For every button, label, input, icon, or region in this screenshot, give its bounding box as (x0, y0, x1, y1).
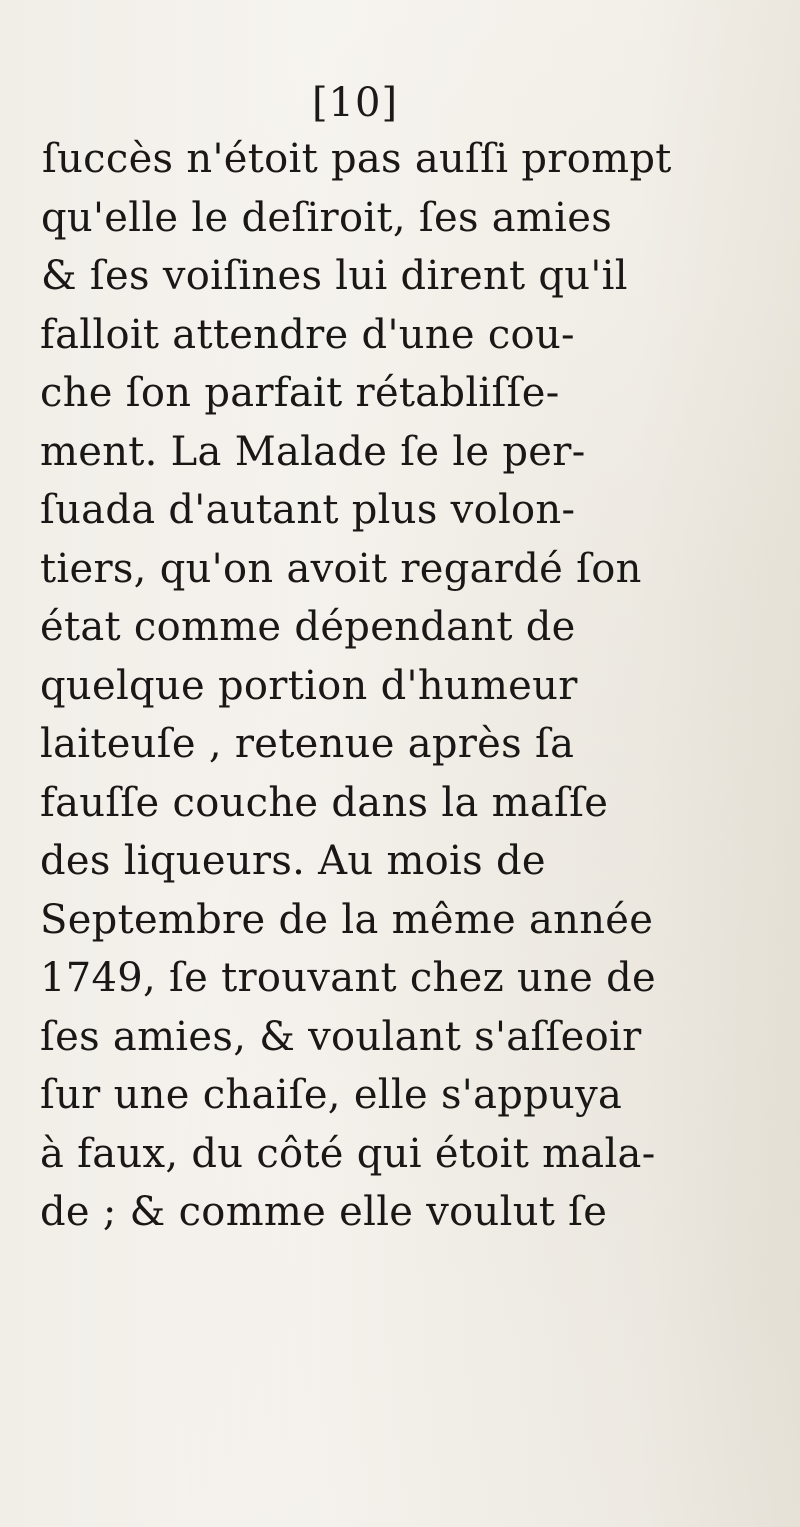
text-line: che ſon parfait rétabliſſe- (40, 370, 560, 416)
text-line: tiers, qu'on avoit regardé ſon (40, 545, 642, 592)
page-number: [10] (311, 80, 399, 126)
text-line: & ſes voiſines lui dirent qu'il (41, 253, 628, 299)
text-line: 1749, ſe trouvant chez une de (40, 955, 656, 1001)
text-line: état comme dépendant de (40, 604, 576, 650)
text-line: fauſſe couche dans la maſſe (40, 779, 609, 826)
text-line: quelque portion d'humeur (40, 662, 578, 709)
text-line: ſuccès n'étoit pas auſſi prompt (42, 136, 672, 182)
body-text (40, 130, 800, 1242)
text-line: qu'elle le deſiroit, ſes amies (41, 194, 613, 241)
text-line: ment. La Malade ſe le per- (40, 428, 586, 475)
text-line: laiteuſe , retenue après ſa (40, 721, 575, 767)
text-line: des liqueurs. Au mois de (40, 838, 546, 884)
text-line: ſur une chaiſe, elle s'appuya (40, 1072, 623, 1118)
text-line: Septembre de la même année (40, 896, 654, 943)
text-line: de ; & comme elle voulut ſe (40, 1189, 608, 1235)
text-line: ſes amies, & voulant s'aſſeoir (40, 1013, 642, 1060)
text-line: falloit attendre d'une cou- (40, 311, 575, 358)
text-line: à faux, du côté qui étoit mala- (40, 1130, 656, 1177)
text-line: ſuada d'autant plus volon- (40, 487, 576, 533)
